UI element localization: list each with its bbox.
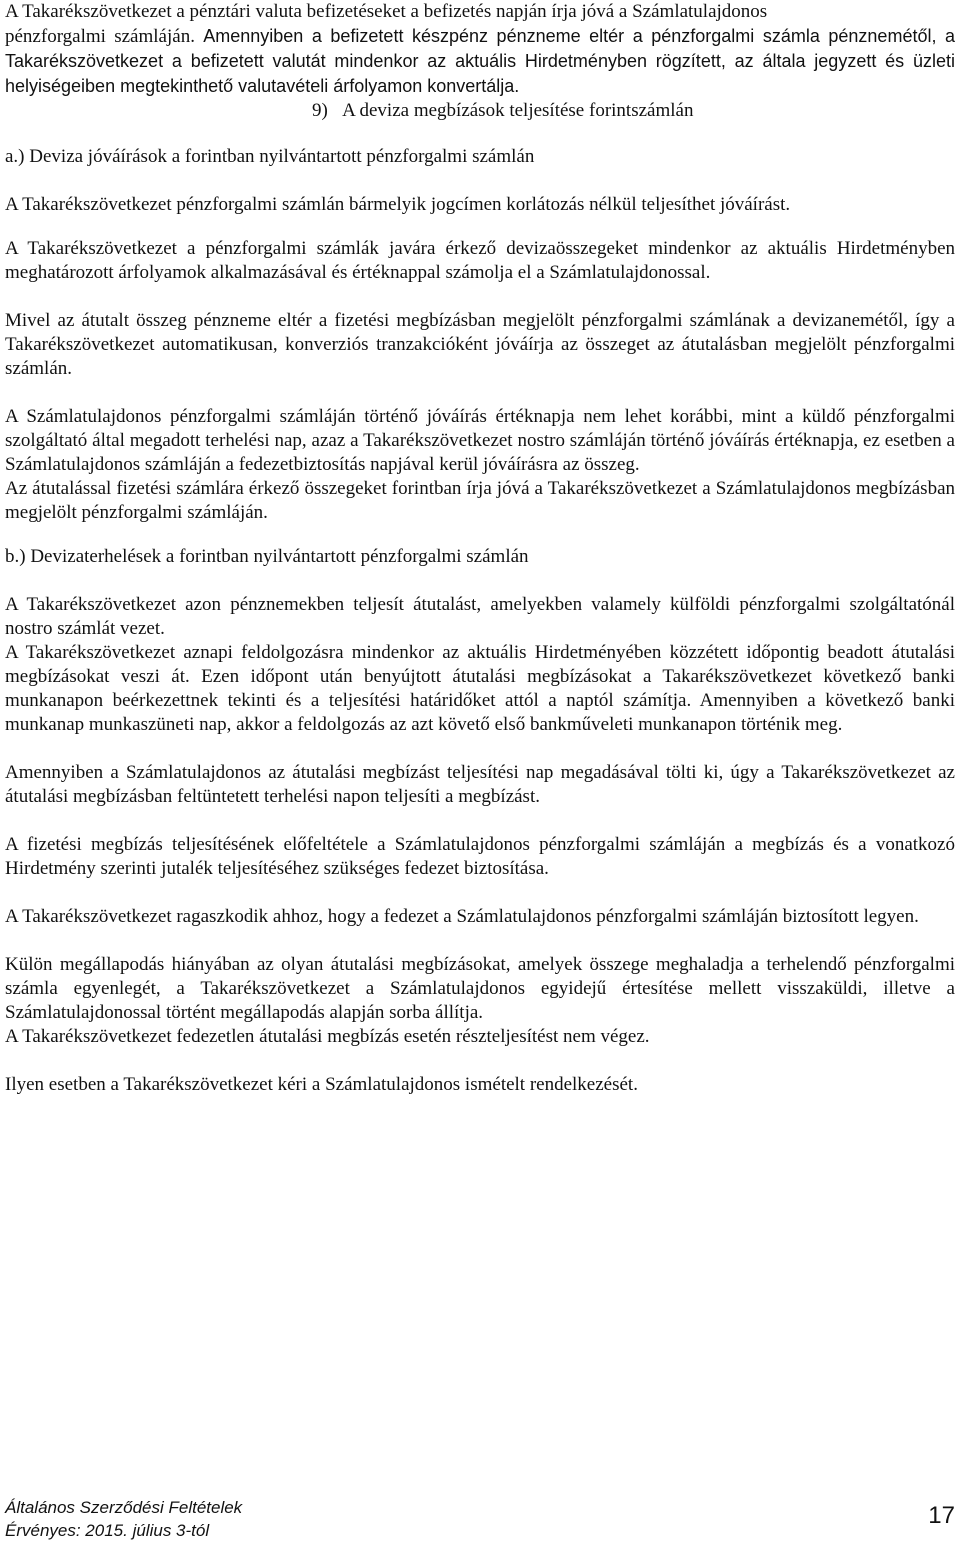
intro-line-2-start: pénzforgalmi számláján. [5, 26, 195, 47]
section-heading [5, 99, 955, 123]
paragraph-b-4: A fizetési megbízás teljesítésének előfeltétele a Számlatulajdonos pénzforgalmi számláján a megbízás és a vonatkozó Hirdetmény szerinti jutalék teljesítéséhez szükséges fedezet biztosítása. [5, 834, 955, 879]
paragraph-a-2: A Takarékszövetkezet a pénzforgalmi számlák javára érkező devizaösszegeket mindenkor az aktuális Hirdetményben meghatározott árfolyamok alkalmazásával és értéknappal számolja el a Számlatulajdonossal. [5, 238, 955, 283]
intro-line-1: A Takarékszövetkezet a pénztári valuta befizetéseket a befizetés napján írja jóvá a Számlatulajdonos [5, 1, 768, 22]
page-number: 17 [928, 1502, 955, 1529]
paragraph-b-1: A Takarékszövetkezet azon pénznemekben teljesít átutalást, amelyekben valamely külföldi pénzforgalmi szolgáltatónál nostro számlát vezet. [5, 594, 955, 639]
footer-validity: Érvényes: 2015. július 3-tól [5, 1521, 210, 1540]
footer-document-title: Általános Szerződési Feltételek [5, 1498, 243, 1517]
subsection-b-heading: b.) Devizaterhelések a forintban nyilvántartott pénzforgalmi számlán [5, 546, 529, 567]
section-number: 9) [312, 100, 328, 121]
paragraph-a-3: Mivel az átutalt összeg pénzneme eltér a fizetési megbízásban megjelölt pénzforgalmi számlának a devizanemétől, így a Takarékszövetkezet automatikusan, konverziós tranzakcióként jóváírja az összeget az átutalásban megjelölt pénzforgalmi számlán. [5, 310, 955, 379]
page-footer [5, 1496, 955, 1540]
paragraph-b-2: A Takarékszövetkezet aznapi feldolgozásra mindenkor az aktuális Hirdetményében közzétett időpontig beadott átutalási megbízásokat veszi át. Ezen időpont után benyújtott átutalási megbízásokat a Takarékszövetkezet következő banki munkanapon beérkezettnek tekinti és a teljesítési határidőket attól a naptól számítja. Amennyiben a következő banki munkanap munkaszüneti nap, akkor a feldolgozás az azt követő első bankműveleti munkanapon történik meg. [5, 642, 955, 735]
footer-info [5, 1496, 242, 1542]
paragraph-b-8: Ilyen esetben a Takarékszövetkezet kéri a Számlatulajdonos ismételt rendelkezését. [5, 1074, 638, 1095]
intro-rest: Amennyiben a befizetett készpénz pénzneme eltér a pénzforgalmi számla pénznemétől, a Takarékszövetkezet a befizetett valutát mindenkor az aktuális Hirdetményben rögzített, az általa jegyzett és üzleti helyiségeiben megtekinthető valutavételi árfolyamon konvertálja. [5, 26, 956, 96]
subsection-a-heading: a.) Deviza jóváírások a forintban nyilvántartott pénzforgalmi számlán [5, 146, 535, 167]
paragraph-a-4: A Számlatulajdonos pénzforgalmi számláján történő jóváírás értéknapja nem lehet korábbi, mint a küldő pénzforgalmi szolgáltató által megadott terhelési nap, azaz a Takarékszövetkezet nostro számláján történő jóváírás értéknapja, ez esetben a Számlatulajdonos számláján a fedezetbiztosítás napjával kerül jóváírásra az összeg. [5, 406, 955, 475]
paragraph-b-5: A Takarékszövetkezet ragaszkodik ahhoz, hogy a fedezet a Számlatulajdonos pénzforgalmi számláján biztosított legyen. [5, 906, 919, 927]
paragraph-a-1: A Takarékszövetkezet pénzforgalmi számlán bármelyik jogcímen korlátozás nélkül teljesíthet jóváírást. [5, 194, 791, 215]
section-title: A deviza megbízások teljesítése forintszámlán [342, 100, 694, 121]
paragraph-b-3: Amennyiben a Számlatulajdonos az átutalási megbízást teljesítési nap megadásával tölti ki, úgy a Takarékszövetkezet az átutalási megbízásban feltüntetett terhelési napon teljesíti a megbízást. [5, 762, 955, 807]
paragraph-b-7: A Takarékszövetkezet fedezetlen átutalási megbízás esetén részteljesítést nem végez. [5, 1026, 650, 1047]
paragraph-a-5: Az átutalással fizetési számlára érkező összegeket forintban írja jóvá a Takarékszövetkezet a Számlatulajdonos megbízásban megjelölt pénzforgalmi számláján. [5, 478, 955, 523]
paragraph-b-6: Külön megállapodás hiányában az olyan átutalási megbízásokat, amelyek összege meghaladja a terhelendő pénzforgalmi számla egyenlegét, a Takarékszövetkezet a Számlatulajdonos egyidejű értesítése mellett visszaküldi, illetve a Számlatulajdonossal történt megállapodás alapján sorba állítja. [5, 954, 955, 1023]
intro-paragraph [5, 0, 955, 99]
document-page [5, 0, 955, 1097]
